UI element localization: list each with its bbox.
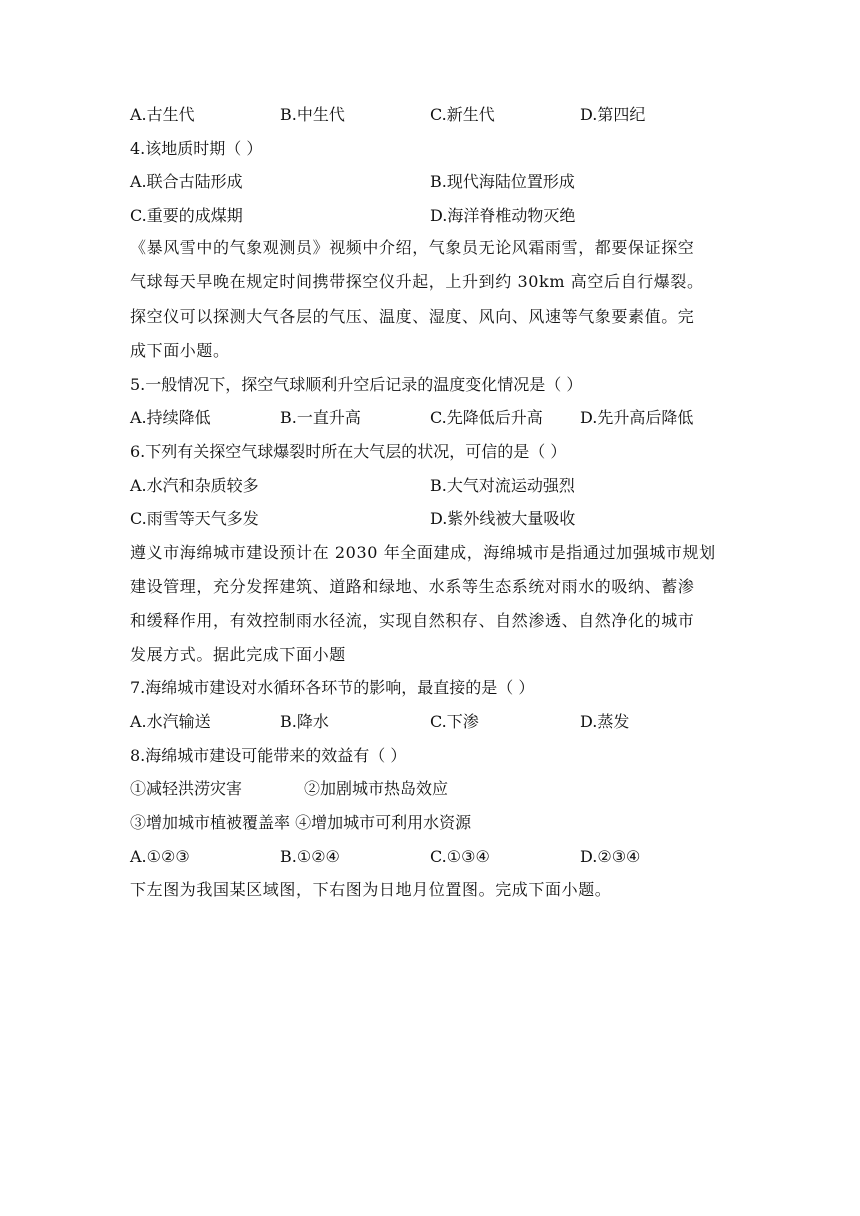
q8-statement-1: ①减轻洪涝灾害 [130,779,243,798]
q7-options-row [130,709,730,735]
q3-option-d: D.第四纪 [580,105,646,124]
q8-stem: 8.海绵城市建设可能带来的效益有（ ） [130,746,407,765]
q8-option-c: C.①③④ [430,847,490,866]
q5-option-a: A.持续降低 [130,408,211,427]
q4-stem: 4.该地质时期（ ） [130,139,263,158]
q4-option-a: A.联合古陆形成 [130,172,243,191]
q7-stem: 7.海绵城市建设对水循环各环节的影响，最直接的是（ ） [130,678,535,697]
q7-option-d: D.蒸发 [580,712,630,731]
q8-statements-row-1 [130,776,730,802]
passage1-line-3: 探空仪可以探测大气各层的气压、温度、湿度、风向、风速等气象要素值。完 [130,307,695,326]
q8-option-a: A.①②③ [130,847,190,866]
passage1-line-2: 气球每天早晚在规定时间携带探空仪升起，上升到约 30km 高空后自行爆裂。 [130,272,704,291]
q5-stem: 5.一般情况下，探空气球顺利升空后记录的温度变化情况是（ ） [130,375,583,394]
passage2-line-3: 和缓释作用，有效控制雨水径流，实现自然积存、自然渗透、自然净化的城市 [130,611,695,630]
q7-option-b: B.降水 [280,712,329,731]
q4-option-b: B.现代海陆位置形成 [430,172,575,191]
q5-option-c: C.先降低后升高 [430,408,543,427]
q8-statements-row-2: ③增加城市植被覆盖率 ④增加城市可利用水资源 [130,813,472,832]
q5-option-b: B.一直升高 [280,408,361,427]
q4-options-row-1 [130,169,730,195]
q7-option-a: A.水汽输送 [130,712,211,731]
q8-options-row [130,844,730,870]
q8-option-d: D.②③④ [580,847,641,866]
q6-option-a: A.水汽和杂质较多 [130,476,259,495]
q3-option-b: B.中生代 [280,105,345,124]
q8-statement-2: ②加剧城市热岛效应 [304,779,449,798]
q5-option-d: D.先升高后降低 [580,408,694,427]
passage3-line: 下左图为我国某区域图，下右图为日地月位置图。完成下面小题。 [130,880,612,899]
q6-option-d: D.紫外线被大量吸收 [430,509,576,528]
q4-option-d: D.海洋脊椎动物灭绝 [430,206,576,225]
q8-option-b: B.①②④ [280,847,340,866]
q3-options-row [130,102,730,128]
q4-option-c: C.重要的成煤期 [130,206,243,225]
passage1-line-1: 《暴风雪中的气象观测员》视频中介绍，气象员无论风霜雨雪，都要保证探空 [130,238,695,257]
q4-options-row-2 [130,203,730,229]
q6-options-row-2 [130,506,730,532]
q5-options-row [130,405,730,431]
passage1-line-4: 成下面小题。 [130,341,230,360]
q6-option-c: C.雨雪等天气多发 [130,509,259,528]
q6-options-row-1 [130,473,730,499]
passage2-line-1: 遵义市海绵城市建设预计在 2030 年全面建成，海绵城市是指通过加强城市规划 [130,543,716,562]
q3-option-c: C.新生代 [430,105,495,124]
q6-stem: 6.下列有关探空气球爆裂时所在大气层的状况，可信的是（ ） [130,442,567,461]
q7-option-c: C.下渗 [430,712,479,731]
passage2-line-2: 建设管理，充分发挥建筑、道路和绿地、水系等生态系统对雨水的吸纳、蓄渗 [130,577,695,596]
passage2-line-4: 发展方式。据此完成下面小题 [130,645,346,664]
q3-option-a: A.古生代 [130,105,195,124]
q6-option-b: B.大气对流运动强烈 [430,476,575,495]
